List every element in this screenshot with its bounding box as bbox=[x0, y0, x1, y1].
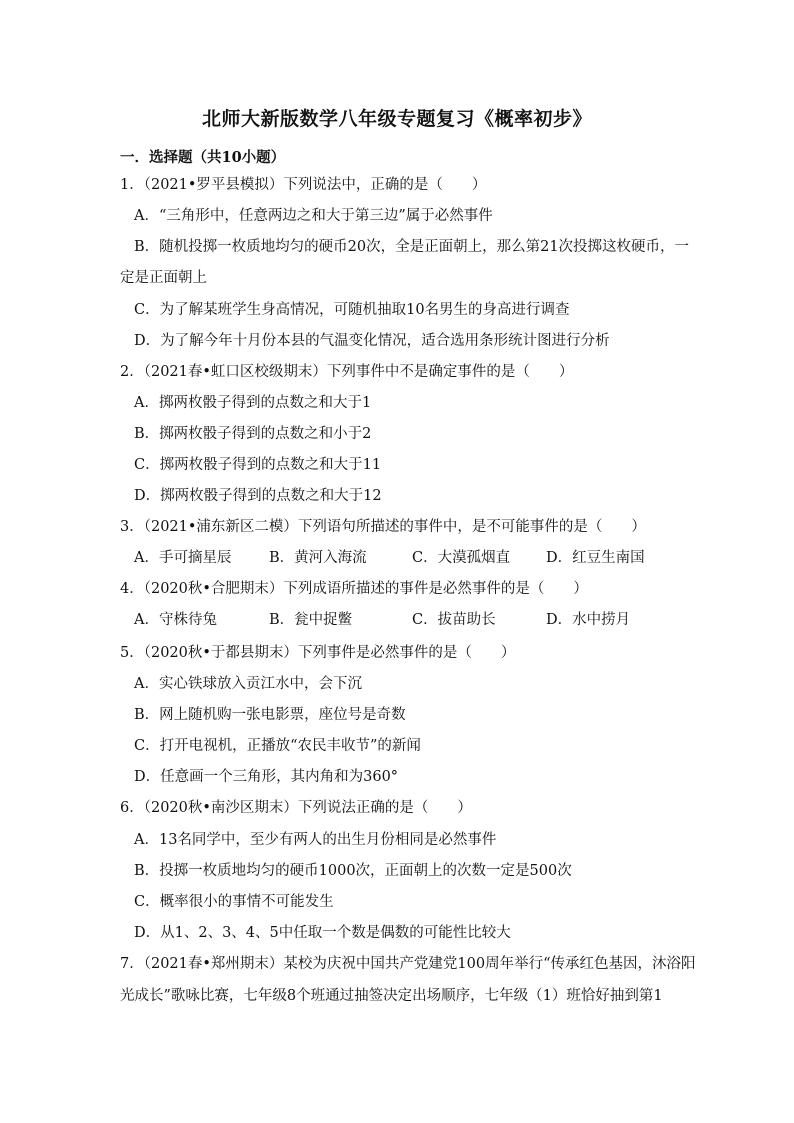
question-4-stem: 4．（2020秋•合肥期末）下列成语所描述的事件是必然事件的是（ ） bbox=[120, 581, 588, 597]
question-1-option-a: A．“三角形中，任意两边之和大于第三边”属于必然事件 bbox=[134, 208, 493, 224]
question-7-stem-line-2: 光成长”歌咏比赛，七年级8个班通过抽签决定出场顺序，七年级（1）班恰好抽到第1 bbox=[120, 988, 663, 1004]
question-6-option-a: A．13名同学中，至少有两人的出生月份相同是必然事件 bbox=[134, 832, 497, 848]
question-6-stem: 6．（2020秋•南沙区期末）下列说法正确的是（ ） bbox=[120, 800, 472, 816]
question-2-option-a: A．掷两枚骰子得到的点数之和大于1 bbox=[134, 395, 372, 411]
question-2-stem: 2．（2021春•虹口区校级期末）下列事件中不是确定事件的是（ ） bbox=[120, 364, 574, 380]
question-7-stem-line-1: 7．（2021春•郑州期末）某校为庆祝中国共产党建党100周年举行“传承红色基因，沐浴阳 bbox=[120, 956, 696, 972]
question-3-stem: 3．（2021•浦东新区二模）下列语句所描述的事件中，是不可能事件的是（ ） bbox=[120, 519, 646, 535]
question-4-option-b: B．瓮中捉鳖 bbox=[269, 612, 353, 628]
question-6-option-b: B．投掷一枚质地均匀的硬币1000次，正面朝上的次数一定是500次 bbox=[134, 863, 572, 879]
question-4-options bbox=[0, 610, 794, 630]
question-6-option-d: D．从1、2、3、4、5中任取一个数是偶数的可能性比较大 bbox=[134, 925, 511, 941]
question-2-option-c: C．掷两枚骰子得到的点数之和大于11 bbox=[134, 457, 382, 473]
question-4-option-c: C．拔苗助长 bbox=[412, 612, 496, 628]
section-heading: 一．选择题（共10小题） bbox=[120, 149, 286, 166]
question-3-option-c: C．大漠孤烟直 bbox=[412, 550, 511, 566]
page-title: 北师大新版数学八年级专题复习《概率初步》 bbox=[201, 108, 592, 130]
question-4-option-a: A．守株待兔 bbox=[134, 612, 217, 628]
question-5-stem: 5．（2020秋•于都县期末）下列事件是必然事件的是（ ） bbox=[120, 645, 516, 661]
question-5-option-c: C．打开电视机，正播放“农民丰收节”的新闻 bbox=[134, 738, 421, 754]
question-1-option-b-continued: 定是正面朝上 bbox=[120, 270, 207, 286]
question-2-option-d: D．掷两枚骰子得到的点数之和大于12 bbox=[134, 488, 382, 504]
question-2-option-b: B．掷两枚骰子得到的点数之和小于2 bbox=[134, 426, 372, 442]
question-3-option-d: D．红豆生南国 bbox=[546, 550, 645, 566]
question-4-option-d: D．水中捞月 bbox=[546, 612, 631, 628]
question-1-option-c: C．为了解某班学生身高情况，可随机抽取10名男生的身高进行调查 bbox=[134, 302, 570, 318]
question-1-option-b: B．随机投掷一枚质地均匀的硬币20次，全是正面朝上，那么第21次投掷这枚硬币，一 bbox=[134, 239, 690, 255]
question-1-option-d: D．为了解今年十月份本县的气温变化情况，适合选用条形统计图进行分析 bbox=[134, 333, 610, 349]
question-5-option-a: A．实心铁球放入贡江水中，会下沉 bbox=[134, 676, 362, 692]
question-3-option-b: B．黄河入海流 bbox=[269, 550, 367, 566]
question-3-option-a: A．手可摘星辰 bbox=[134, 550, 232, 566]
question-6-option-c: C．概率很小的事情不可能发生 bbox=[134, 894, 334, 910]
question-1-stem: 1．（2021•罗平县模拟）下列说法中，正确的是（ ） bbox=[120, 177, 487, 193]
question-5-option-d: D．任意画一个三角形，其内角和为360° bbox=[134, 769, 399, 785]
question-5-option-b: B．网上随机购一张电影票，座位号是奇数 bbox=[134, 707, 406, 723]
question-3-options bbox=[0, 548, 794, 568]
